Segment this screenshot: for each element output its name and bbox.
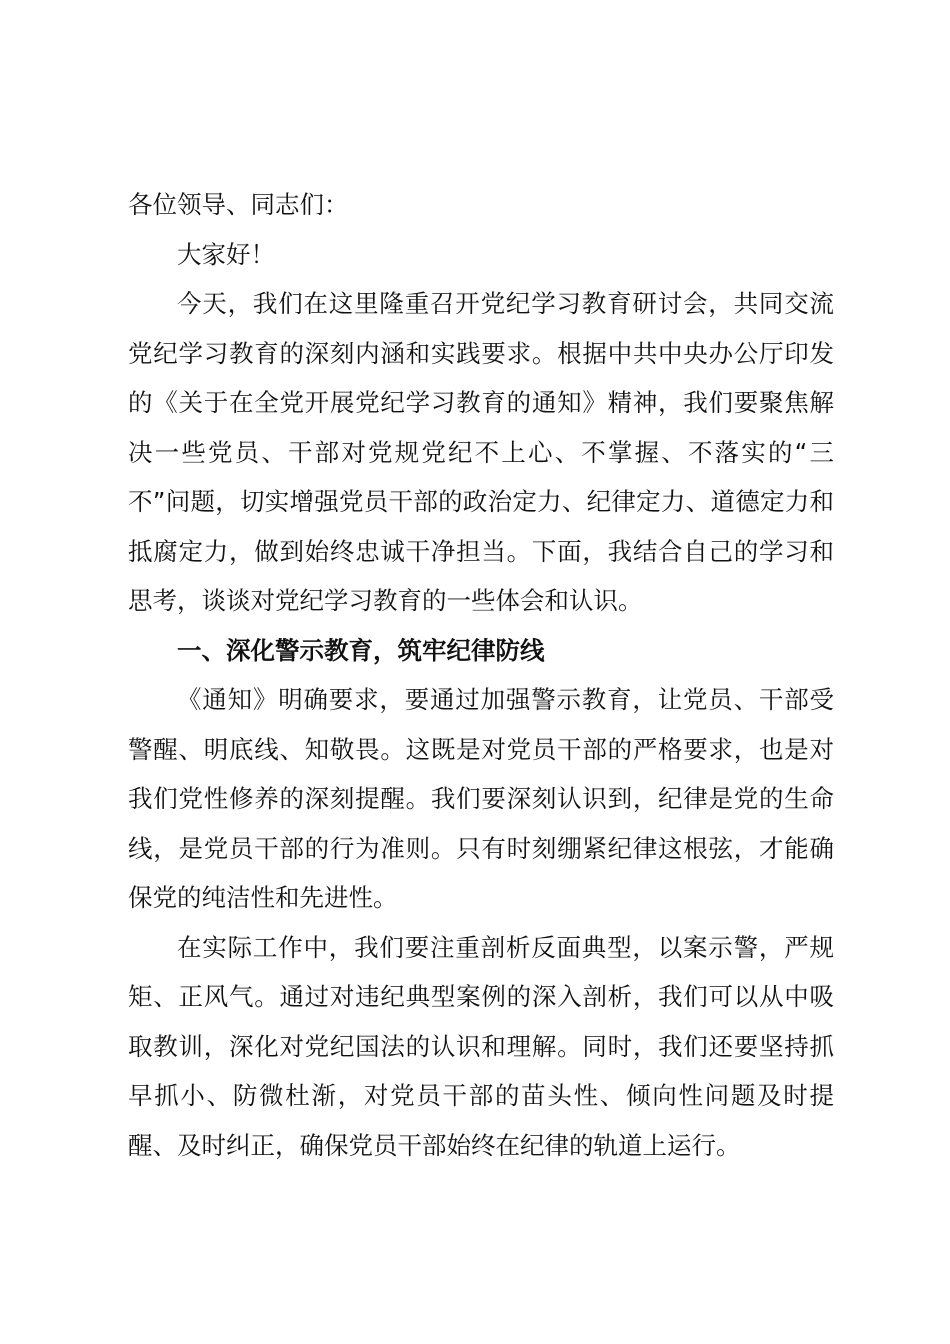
document-body	[128, 180, 834, 1170]
greeting: 大家好！	[177, 239, 275, 269]
body-paragraph: 在实际工作中，我们要注重剖析反面典型，以案示警，严规矩、正风气。通过对违纪典型案例的深入剖析，我们可以从中吸取教训，深化对党纪国法的认识和理解。同时，我们还要坚持抓早抓小、防微杜渐，对党员干部的苗头性、倾向性问题及时提醒、及时纠正，确保党员干部始终在纪律的轨道上运行。	[128, 932, 834, 1160]
section-heading: 一、深化警示教育，筑牢纪律防线	[177, 635, 545, 665]
intro-paragraph: 今天，我们在这里隆重召开党纪学习教育研讨会，共同交流党纪学习教育的深刻内涵和实践要求。根据中共中央办公厅印发的《关于在全党开展党纪学习教育的通知》精神，我们要聚焦解决一些党员、干部对党规党纪不上心、不掌握、不落实的“三不”问题，切实增强党员干部的政治定力、纪律定力、道德定力和抵腐定力，做到始终忠诚干净担当。下面，我结合自己的学习和思考，谈谈对党纪学习教育的一些体会和认识。	[128, 289, 834, 615]
body-paragraph: 《通知》明确要求，要通过加强警示教育，让党员、干部受警醒、明底线、知敬畏。这既是对党员干部的严格要求，也是对我们党性修养的深刻提醒。我们要深刻认识到，纪律是党的生命线，是党员干部的行为准则。只有时刻绷紧纪律这根弦，才能确保党的纯洁性和先进性。	[128, 685, 834, 912]
salutation: 各位领导、同志们：	[128, 190, 349, 219]
